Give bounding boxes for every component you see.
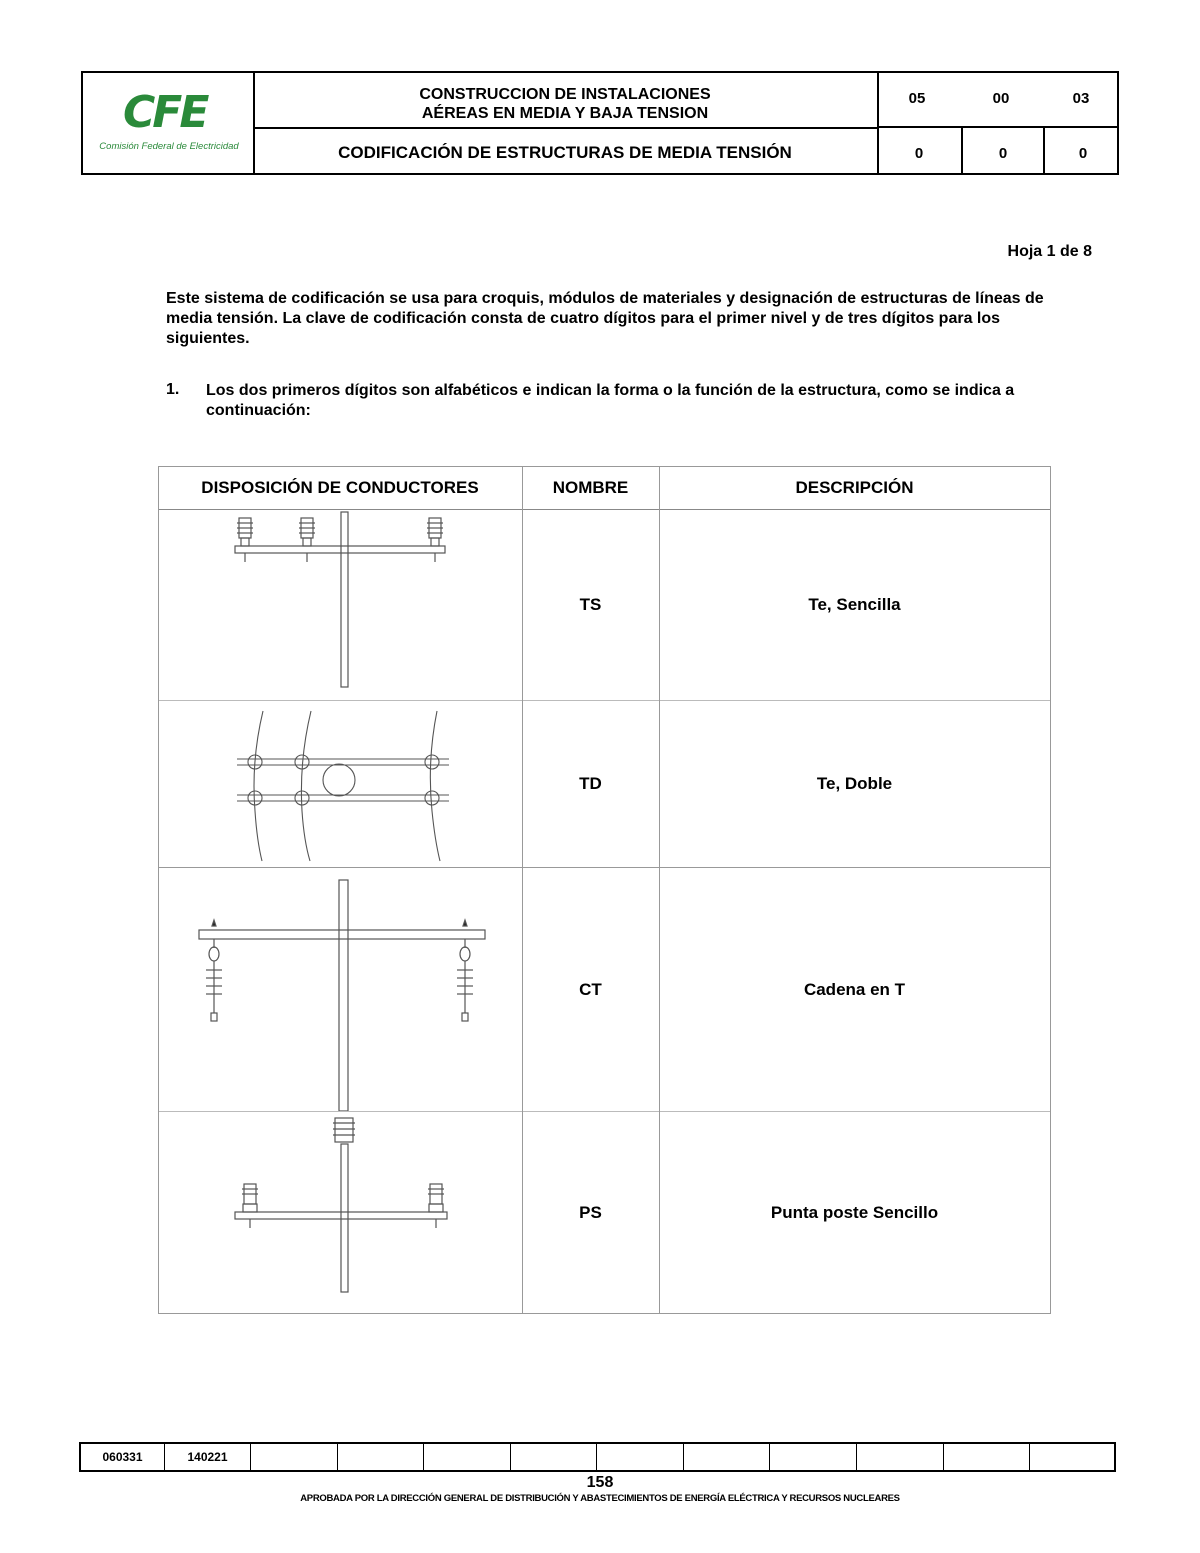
header-disposicion: DISPOSICIÓN DE CONDUCTORES (201, 477, 479, 497)
td-pole (323, 764, 355, 796)
ps-insulator-left (242, 1184, 258, 1228)
approval-note: APROBADA POR LA DIRECCIÓN GENERAL DE DISTRIBUCIÓN Y ABASTECIMIENTOS DE ENERGÍA ELÉCTRICA Y RECURSOS NUCLEARES (300, 1493, 900, 1504)
ps-insulator-right (428, 1184, 444, 1228)
intro-paragraph: Este sistema de codificación se usa para croquis, módulos de materiales y designación de estructuras de líneas de media tensión. La clave de codificación consta de cuatro dígitos para el primer nivel y de tres dígitos para los siguientes. (166, 290, 1044, 347)
ts-insulator-middle (299, 518, 315, 562)
revision-cell-4 (338, 1444, 424, 1470)
revision-cell-5 (424, 1444, 511, 1470)
header-nombre: NOMBRE (552, 477, 629, 497)
document-header (81, 71, 1119, 175)
code-top-3: 03 (1072, 89, 1090, 107)
revision-cell-8 (684, 1444, 770, 1470)
document-title (253, 85, 877, 123)
revision-cell-11 (944, 1444, 1030, 1470)
ts-pole (341, 512, 348, 687)
revision-cell-7 (597, 1444, 684, 1470)
cfe-logo-subtitle: Comisión Federal de Electricidad (99, 141, 239, 152)
ps-insulator-top (333, 1118, 355, 1142)
title-line-2: AÉREAS EN MEDIA Y BAJA TENSION (421, 105, 709, 122)
te-sencilla-diagram (159, 510, 521, 700)
ct-insulator-string-left (206, 920, 222, 1021)
row-ps-name: PS (579, 1202, 602, 1222)
row-ts-name: TS (579, 595, 602, 614)
row-td-name: TD (579, 774, 602, 793)
row-ts-description: Te, Sencilla (808, 595, 901, 614)
code-bottom-3: 0 (1078, 144, 1088, 162)
title-divider (253, 127, 877, 129)
revision-cell-9 (770, 1444, 857, 1470)
revision-cell-1: 060331 (81, 1444, 165, 1470)
ct-insulator-string-right (457, 920, 473, 1021)
ts-crossarm (235, 546, 445, 553)
title-cell (253, 73, 879, 173)
cadena-en-t-diagram (159, 868, 521, 1111)
revision-table (79, 1442, 1116, 1472)
item-1-text: Los dos primeros dígitos son alfabéticos e indican la forma o la función de la estructura, como se indica a continuación: (206, 382, 1015, 419)
page-number: 158 (586, 1474, 614, 1491)
code-top-1: 05 (908, 89, 926, 107)
te-doble-diagram (159, 701, 521, 867)
revision-cell-6 (511, 1444, 597, 1470)
code-top-2: 00 (992, 89, 1010, 107)
table-border-bottom (158, 1313, 1051, 1314)
revision-cell-3 (251, 1444, 338, 1470)
sheet-number: Hoja 1 de 8 (1007, 243, 1092, 260)
code-bottom-1: 0 (914, 144, 924, 162)
row-ct-name: CT (579, 979, 602, 999)
punta-poste-sencillo-diagram (159, 1112, 521, 1313)
document-subtitle: CODIFICACIÓN DE ESTRUCTURAS DE MEDIA TENSIÓN (338, 143, 792, 162)
revision-cell-2: 140221 (165, 1444, 251, 1470)
row-td-description: Te, Doble (816, 774, 893, 793)
title-line-1: CONSTRUCCION DE INSTALACIONES (419, 86, 711, 103)
ts-insulator-left (237, 518, 253, 562)
structure-table (158, 466, 1051, 1314)
code-bottom-2: 0 (998, 144, 1008, 162)
revision-cell-10 (857, 1444, 944, 1470)
header-descripcion: DESCRIPCIÓN (795, 477, 914, 497)
row-ct-description: Cadena en T (803, 979, 906, 999)
revision-cell-12 (1030, 1444, 1114, 1470)
code-grid (877, 73, 1117, 173)
row-ps-description: Punta poste Sencillo (770, 1202, 939, 1222)
ts-insulator-right (427, 518, 443, 562)
table-border-right (1050, 466, 1051, 1314)
item-1-number: 1. (166, 381, 180, 398)
logo-cell (83, 73, 255, 173)
cfe-logo: CFE (123, 87, 207, 138)
